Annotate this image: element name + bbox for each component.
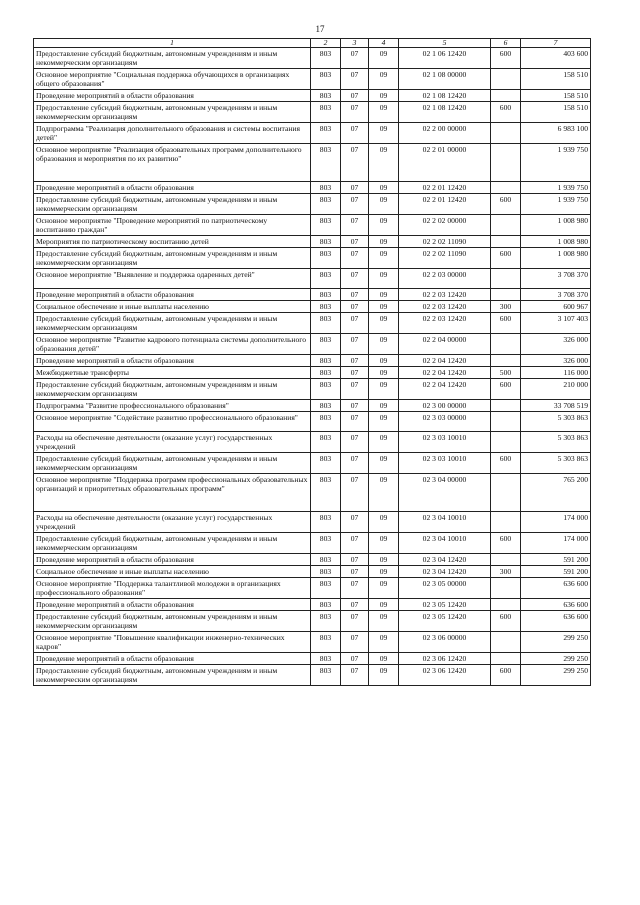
row-name-cell: Предоставление субсидий бюджетным, автономным учреждениям и иным некоммерческим организациям [34,379,311,400]
table-header-row [34,39,591,48]
row-section-cell: 07 [341,301,369,313]
row-target-article-cell: 02 3 04 12420 [399,554,491,566]
row-target-article-cell: 02 3 04 00000 [399,474,491,512]
table-row [34,269,591,289]
row-section-cell: 07 [341,578,369,599]
row-section-cell: 07 [341,599,369,611]
row-amount-cell: 5 303 863 [521,453,591,474]
row-expense-type-cell [491,474,521,512]
row-expense-type-cell: 300 [491,301,521,313]
row-amount-cell: 591 200 [521,554,591,566]
row-expense-type-cell [491,215,521,236]
row-target-article-cell: 02 3 03 00000 [399,412,491,432]
row-amount-cell: 3 708 370 [521,289,591,301]
row-subsection-cell: 09 [369,102,399,123]
row-grbs-cell: 803 [311,215,341,236]
row-expense-type-cell [491,400,521,412]
row-expense-type-cell: 600 [491,665,521,686]
row-name-cell: Основное мероприятие "Развитие кадрового потенциала системы дополнительного образования детей" [34,334,311,355]
table-row [34,554,591,566]
row-section-cell: 07 [341,665,369,686]
row-grbs-cell: 803 [311,102,341,123]
table-row [34,194,591,215]
row-subsection-cell: 09 [369,632,399,653]
table-row [34,123,591,144]
row-grbs-cell: 803 [311,412,341,432]
row-subsection-cell: 09 [369,554,399,566]
row-subsection-cell: 09 [369,301,399,313]
row-section-cell: 07 [341,90,369,102]
row-grbs-cell: 803 [311,144,341,182]
row-subsection-cell: 09 [369,69,399,90]
row-target-article-cell: 02 2 04 12420 [399,355,491,367]
row-expense-type-cell [491,289,521,301]
row-grbs-cell: 803 [311,123,341,144]
page-number: 17 [315,24,325,34]
row-target-article-cell: 02 3 03 10010 [399,432,491,453]
row-section-cell: 07 [341,48,369,69]
table-row [34,611,591,632]
row-expense-type-cell [491,578,521,599]
row-section-cell: 07 [341,269,369,289]
row-section-cell: 07 [341,512,369,533]
table-row [34,248,591,269]
table-row [34,379,591,400]
table-row [34,48,591,69]
row-expense-type-cell: 600 [491,313,521,334]
header-cell: 3 [341,39,369,48]
row-amount-cell: 326 000 [521,334,591,355]
table-row [34,334,591,355]
row-expense-type-cell: 600 [491,48,521,69]
row-target-article-cell: 02 3 05 12420 [399,611,491,632]
row-grbs-cell: 803 [311,182,341,194]
row-grbs-cell: 803 [311,334,341,355]
row-amount-cell: 3 107 403 [521,313,591,334]
header-cell: 5 [399,39,491,48]
table-row [34,512,591,533]
row-amount-cell: 636 600 [521,578,591,599]
row-expense-type-cell: 300 [491,566,521,578]
row-section-cell: 07 [341,632,369,653]
row-subsection-cell: 09 [369,123,399,144]
row-grbs-cell: 803 [311,474,341,512]
row-expense-type-cell [491,144,521,182]
row-section-cell: 07 [341,566,369,578]
row-amount-cell: 210 000 [521,379,591,400]
table-row [34,566,591,578]
row-grbs-cell: 803 [311,194,341,215]
row-amount-cell: 158 510 [521,69,591,90]
row-target-article-cell: 02 3 04 10010 [399,512,491,533]
row-amount-cell: 33 708 519 [521,400,591,412]
row-grbs-cell: 803 [311,453,341,474]
row-section-cell: 07 [341,412,369,432]
row-target-article-cell: 02 3 05 00000 [399,578,491,599]
row-section-cell: 07 [341,313,369,334]
row-subsection-cell: 09 [369,566,399,578]
row-grbs-cell: 803 [311,566,341,578]
row-grbs-cell: 803 [311,236,341,248]
row-name-cell: Предоставление субсидий бюджетным, автономным учреждениям и иным некоммерческим организациям [34,611,311,632]
row-name-cell: Проведение мероприятий в области образования [34,90,311,102]
row-expense-type-cell [491,123,521,144]
row-name-cell: Социальное обеспечение и иные выплаты населению [34,566,311,578]
row-section-cell: 07 [341,367,369,379]
row-amount-cell: 158 510 [521,102,591,123]
row-expense-type-cell [491,599,521,611]
row-target-article-cell: 02 2 02 00000 [399,215,491,236]
table-row [34,665,591,686]
row-section-cell: 07 [341,533,369,554]
table-row [34,69,591,90]
row-amount-cell: 174 000 [521,512,591,533]
row-grbs-cell: 803 [311,432,341,453]
row-section-cell: 07 [341,355,369,367]
row-expense-type-cell [491,632,521,653]
row-target-article-cell: 02 1 06 12420 [399,48,491,69]
row-expense-type-cell [491,512,521,533]
row-grbs-cell: 803 [311,48,341,69]
row-grbs-cell: 803 [311,400,341,412]
row-expense-type-cell: 600 [491,194,521,215]
table-row [34,453,591,474]
row-amount-cell: 636 600 [521,611,591,632]
row-expense-type-cell: 600 [491,453,521,474]
row-section-cell: 07 [341,453,369,474]
row-amount-cell: 5 303 863 [521,432,591,453]
row-target-article-cell: 02 2 03 12420 [399,289,491,301]
row-grbs-cell: 803 [311,599,341,611]
row-name-cell: Основное мероприятие "Поддержка программ профессиональных образовательных организаций и приоритетных образовательных программ" [34,474,311,512]
row-expense-type-cell [491,432,521,453]
row-name-cell: Предоставление субсидий бюджетным, автономным учреждениям и иным некоммерческим организациям [34,533,311,554]
table-row [34,533,591,554]
row-subsection-cell: 09 [369,367,399,379]
row-subsection-cell: 09 [369,474,399,512]
row-expense-type-cell [491,554,521,566]
row-expense-type-cell: 600 [491,611,521,632]
row-subsection-cell: 09 [369,653,399,665]
row-name-cell: Социальное обеспечение и иные выплаты населению [34,301,311,313]
table-row [34,144,591,182]
row-grbs-cell: 803 [311,665,341,686]
row-target-article-cell: 02 1 08 12420 [399,90,491,102]
table-row [34,289,591,301]
row-amount-cell: 765 200 [521,474,591,512]
row-subsection-cell: 09 [369,611,399,632]
row-section-cell: 07 [341,215,369,236]
row-expense-type-cell [491,269,521,289]
row-section-cell: 07 [341,248,369,269]
row-target-article-cell: 02 1 08 00000 [399,69,491,90]
table-row [34,653,591,665]
row-grbs-cell: 803 [311,533,341,554]
row-amount-cell: 1 939 750 [521,182,591,194]
row-section-cell: 07 [341,611,369,632]
row-section-cell: 07 [341,236,369,248]
row-subsection-cell: 09 [369,90,399,102]
row-amount-cell: 116 000 [521,367,591,379]
row-amount-cell: 326 000 [521,355,591,367]
table-row [34,90,591,102]
row-name-cell: Основное мероприятие "Реализация образовательных программ дополнительного образования и мероприятия по их развитию" [34,144,311,182]
row-target-article-cell: 02 3 00 00000 [399,400,491,412]
row-name-cell: Предоставление субсидий бюджетным, автономным учреждениям и иным некоммерческим организациям [34,313,311,334]
row-name-cell: Проведение мероприятий в области образования [34,653,311,665]
row-name-cell: Основное мероприятие "Выявление и поддержка одаренных детей" [34,269,311,289]
row-target-article-cell: 02 2 02 11090 [399,236,491,248]
row-subsection-cell: 09 [369,453,399,474]
row-expense-type-cell: 500 [491,367,521,379]
row-section-cell: 07 [341,289,369,301]
row-subsection-cell: 09 [369,236,399,248]
table-row [34,355,591,367]
row-grbs-cell: 803 [311,248,341,269]
row-subsection-cell: 09 [369,48,399,69]
table-row [34,236,591,248]
table-row [34,412,591,432]
table-row [34,367,591,379]
row-name-cell: Проведение мероприятий в области образования [34,554,311,566]
row-expense-type-cell: 600 [491,102,521,123]
row-subsection-cell: 09 [369,665,399,686]
row-name-cell: Предоставление субсидий бюджетным, автономным учреждениям и иным некоммерческим организациям [34,102,311,123]
row-expense-type-cell: 600 [491,248,521,269]
row-subsection-cell: 09 [369,269,399,289]
row-grbs-cell: 803 [311,611,341,632]
row-grbs-cell: 803 [311,554,341,566]
row-name-cell: Проведение мероприятий в области образования [34,355,311,367]
row-amount-cell: 636 600 [521,599,591,611]
row-name-cell: Основное мероприятие "Поддержка талантливой молодежи в организациях профессионального образования" [34,578,311,599]
row-expense-type-cell [491,69,521,90]
row-section-cell: 07 [341,123,369,144]
row-target-article-cell: 02 2 02 11090 [399,248,491,269]
row-subsection-cell: 09 [369,334,399,355]
row-target-article-cell: 02 2 01 12420 [399,182,491,194]
budget-table [33,38,591,686]
row-name-cell: Основное мероприятие "Социальная поддержка обучающихся в организациях общего образования" [34,69,311,90]
table-row [34,102,591,123]
header-cell: 7 [521,39,591,48]
table-row [34,182,591,194]
row-grbs-cell: 803 [311,269,341,289]
row-grbs-cell: 803 [311,69,341,90]
row-name-cell: Расходы на обеспечение деятельности (оказание услуг) государственных учреждений [34,432,311,453]
row-target-article-cell: 02 2 04 00000 [399,334,491,355]
row-grbs-cell: 803 [311,289,341,301]
row-name-cell: Предоставление субсидий бюджетным, автономным учреждениям и иным некоммерческим организациям [34,665,311,686]
row-name-cell: Основное мероприятие "Содействие развитию профессионального образования" [34,412,311,432]
row-amount-cell: 158 510 [521,90,591,102]
row-expense-type-cell [491,236,521,248]
row-name-cell: Подпрограмма "Развитие профессионального образования" [34,400,311,412]
row-subsection-cell: 09 [369,533,399,554]
row-target-article-cell: 02 2 01 12420 [399,194,491,215]
row-expense-type-cell [491,653,521,665]
row-target-article-cell: 02 3 04 10010 [399,533,491,554]
row-amount-cell: 299 250 [521,653,591,665]
row-subsection-cell: 09 [369,194,399,215]
row-section-cell: 07 [341,379,369,400]
row-subsection-cell: 09 [369,313,399,334]
row-section-cell: 07 [341,400,369,412]
row-expense-type-cell [491,182,521,194]
header-cell: 6 [491,39,521,48]
row-subsection-cell: 09 [369,412,399,432]
row-grbs-cell: 803 [311,512,341,533]
row-name-cell: Проведение мероприятий в области образования [34,599,311,611]
row-expense-type-cell: 600 [491,379,521,400]
row-amount-cell: 1 008 980 [521,236,591,248]
row-amount-cell: 6 983 100 [521,123,591,144]
row-grbs-cell: 803 [311,367,341,379]
row-target-article-cell: 02 3 04 12420 [399,566,491,578]
row-target-article-cell: 02 2 03 12420 [399,301,491,313]
row-target-article-cell: 02 2 03 00000 [399,269,491,289]
row-amount-cell: 1 939 750 [521,194,591,215]
row-name-cell: Межбюджетные трансферты [34,367,311,379]
row-expense-type-cell [491,334,521,355]
row-section-cell: 07 [341,182,369,194]
row-name-cell: Проведение мероприятий в области образования [34,182,311,194]
table-row [34,215,591,236]
row-subsection-cell: 09 [369,599,399,611]
table-row [34,432,591,453]
table-row [34,632,591,653]
row-section-cell: 07 [341,102,369,123]
row-target-article-cell: 02 3 06 12420 [399,665,491,686]
row-target-article-cell: 02 3 05 12420 [399,599,491,611]
row-target-article-cell: 02 2 04 12420 [399,367,491,379]
row-name-cell: Предоставление субсидий бюджетным, автономным учреждениям и иным некоммерческим организациям [34,48,311,69]
row-subsection-cell: 09 [369,432,399,453]
row-expense-type-cell [491,412,521,432]
row-name-cell: Мероприятия по патриотическому воспитанию детей [34,236,311,248]
row-target-article-cell: 02 3 03 10010 [399,453,491,474]
row-amount-cell: 299 250 [521,665,591,686]
row-amount-cell: 174 000 [521,533,591,554]
row-amount-cell: 1 008 980 [521,215,591,236]
header-cell: 1 [34,39,311,48]
row-name-cell: Основное мероприятие "Повышение квалификации инженерно-технических кадров" [34,632,311,653]
row-subsection-cell: 09 [369,289,399,301]
row-name-cell: Предоставление субсидий бюджетным, автономным учреждениям и иным некоммерческим организациям [34,194,311,215]
row-grbs-cell: 803 [311,355,341,367]
row-expense-type-cell [491,355,521,367]
row-section-cell: 07 [341,334,369,355]
row-subsection-cell: 09 [369,355,399,367]
row-amount-cell: 403 600 [521,48,591,69]
table-row [34,313,591,334]
header-cell: 2 [311,39,341,48]
row-subsection-cell: 09 [369,512,399,533]
row-subsection-cell: 09 [369,248,399,269]
header-cell: 4 [369,39,399,48]
row-grbs-cell: 803 [311,313,341,334]
row-amount-cell: 600 967 [521,301,591,313]
row-section-cell: 07 [341,194,369,215]
row-section-cell: 07 [341,432,369,453]
row-grbs-cell: 803 [311,379,341,400]
row-name-cell: Предоставление субсидий бюджетным, автономным учреждениям и иным некоммерческим организациям [34,248,311,269]
row-amount-cell: 299 250 [521,632,591,653]
row-name-cell: Расходы на обеспечение деятельности (оказание услуг) государственных учреждений [34,512,311,533]
table-row [34,400,591,412]
row-amount-cell: 5 303 863 [521,412,591,432]
row-target-article-cell: 02 3 06 00000 [399,632,491,653]
row-amount-cell: 591 200 [521,566,591,578]
row-grbs-cell: 803 [311,632,341,653]
row-subsection-cell: 09 [369,400,399,412]
table-row [34,474,591,512]
row-section-cell: 07 [341,69,369,90]
row-expense-type-cell: 600 [491,533,521,554]
row-name-cell: Подпрограмма "Реализация дополнительного образования и системы воспитания детей" [34,123,311,144]
row-section-cell: 07 [341,554,369,566]
row-subsection-cell: 09 [369,182,399,194]
row-subsection-cell: 09 [369,144,399,182]
row-name-cell: Основное мероприятие "Проведение мероприятий по патриотическому воспитанию граждан" [34,215,311,236]
row-grbs-cell: 803 [311,653,341,665]
row-target-article-cell: 02 3 06 12420 [399,653,491,665]
row-target-article-cell: 02 2 00 00000 [399,123,491,144]
row-amount-cell: 1 939 750 [521,144,591,182]
table-row [34,578,591,599]
row-grbs-cell: 803 [311,301,341,313]
row-target-article-cell: 02 2 03 12420 [399,313,491,334]
row-amount-cell: 1 008 980 [521,248,591,269]
row-name-cell: Проведение мероприятий в области образования [34,289,311,301]
row-grbs-cell: 803 [311,578,341,599]
row-section-cell: 07 [341,653,369,665]
table-row [34,301,591,313]
row-target-article-cell: 02 2 04 12420 [399,379,491,400]
row-expense-type-cell [491,90,521,102]
row-subsection-cell: 09 [369,379,399,400]
row-target-article-cell: 02 1 08 12420 [399,102,491,123]
row-name-cell: Предоставление субсидий бюджетным, автономным учреждениям и иным некоммерческим организациям [34,453,311,474]
row-subsection-cell: 09 [369,215,399,236]
row-subsection-cell: 09 [369,578,399,599]
row-section-cell: 07 [341,474,369,512]
row-amount-cell: 3 708 370 [521,269,591,289]
row-target-article-cell: 02 2 01 00000 [399,144,491,182]
row-section-cell: 07 [341,144,369,182]
row-grbs-cell: 803 [311,90,341,102]
table-row [34,599,591,611]
